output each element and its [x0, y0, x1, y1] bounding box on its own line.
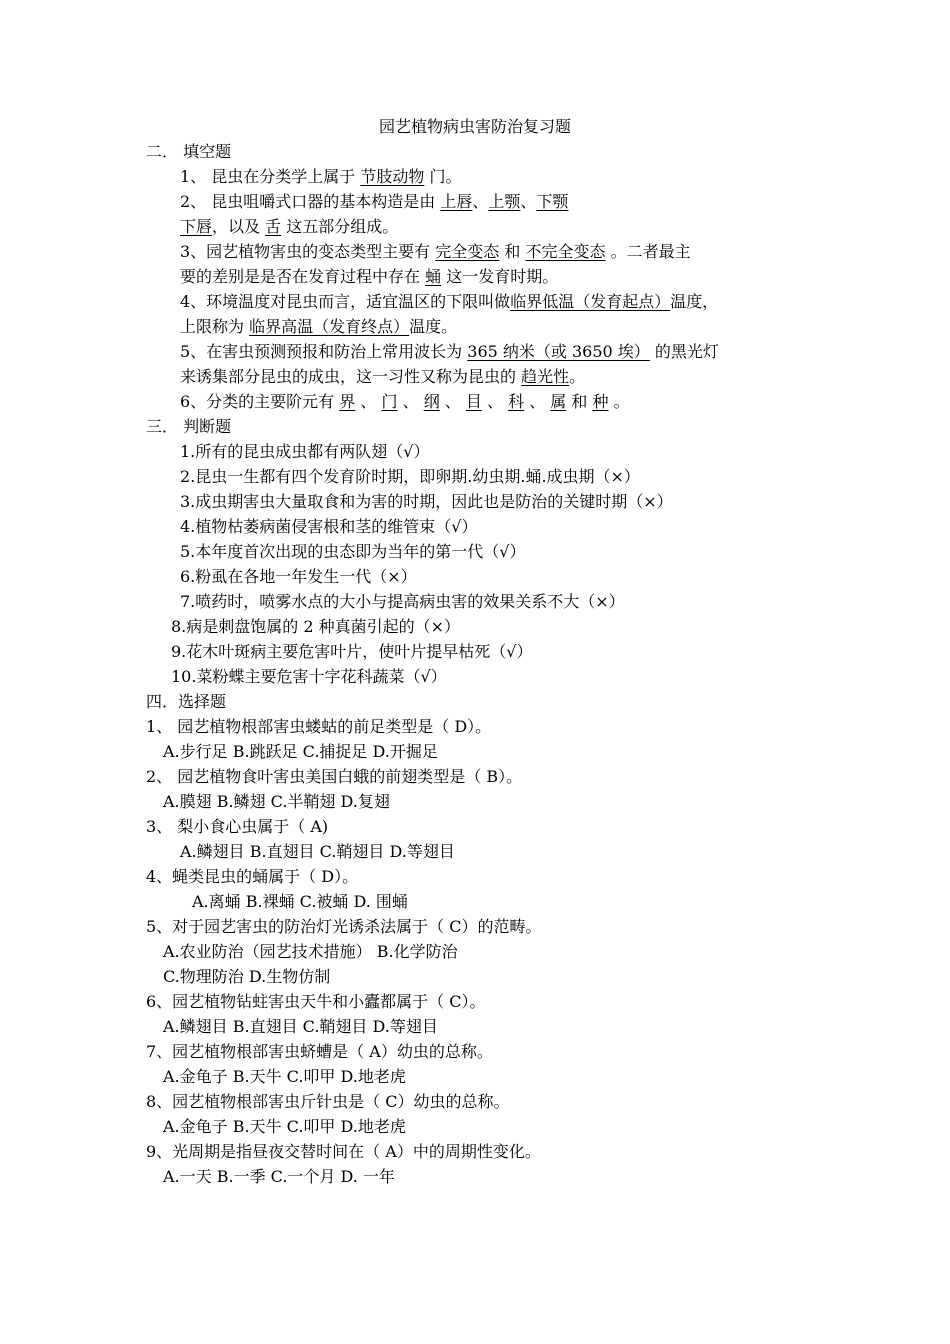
answer-blank: 属 [550, 392, 567, 411]
choice-heading: 四．选择题 [146, 692, 227, 711]
choice-options: C.物理防治 D.生物仿制 [163, 967, 331, 986]
choice-options: A.一天 B.一季 C.一个月 D. 一年 [163, 1167, 395, 1186]
choice-options: A.膜翅 B.鳞翅 C.半鞘翅 D.复翅 [163, 792, 390, 811]
choice-question: 8、园艺植物根部害虫斤针虫是（ C）幼虫的总称。 [146, 1092, 510, 1111]
answer-blank: 门 [381, 392, 398, 411]
answer-blank: 上唇 [440, 192, 473, 211]
choice-question: 6、园艺植物钻蛀害虫天牛和小蠹都属于（ C）。 [146, 992, 486, 1011]
judge-item: 6.粉虱在各地一年发生一代（×） [180, 567, 417, 586]
judge-item: 7.喷药时，喷雾水点的大小与提高病虫害的效果关系不大（×） [180, 592, 625, 611]
answer-blank: 下颚 [536, 192, 569, 211]
answer-blank: 科 [508, 392, 525, 411]
choice-options: A.农业防治（园艺技术措施） B.化学防治 [163, 942, 458, 961]
answer-blank: 趋光性 [521, 367, 570, 386]
page-title: 园艺植物病虫害防治复习题 [378, 117, 571, 136]
answer-blank: 目 [465, 392, 482, 411]
judge-item: 2.昆虫一生都有四个发育阶时期，即卵期.幼虫期.蛹.成虫期（×） [180, 467, 640, 486]
choice-question: 9、光周期是指昼夜交替时间在（ A）中的周期性变化。 [146, 1142, 541, 1161]
choice-options: A.鳞翅目 B.直翅目 C.鞘翅目 D.等翅目 [180, 842, 455, 861]
answer-blank: 下唇 [180, 217, 213, 236]
fill-q4-line1: 4、环境温度对昆虫而言，适宜温区的下限叫做临界低温（发育起点）温度， [180, 292, 719, 311]
answer-blank: 临界低温（发育起点） [510, 292, 671, 311]
judge-item: 10.菜粉蝶主要危害十字花科蔬菜（√） [171, 667, 447, 686]
fill-q2-line1: 2、 昆虫咀嚼式口器的基本构造是由 上唇、上颚、下颚 [180, 192, 569, 211]
choice-question: 4、蝇类昆虫的蛹属于（ D）。 [146, 867, 359, 886]
judge-heading: 三． 判断题 [146, 417, 232, 436]
choice-question: 5、对于园艺害虫的防治灯光诱杀法属于（ C）的范畴。 [146, 917, 542, 936]
choice-question: 1、 园艺植物根部害虫蝼蛄的前足类型是（ D）。 [146, 717, 492, 736]
judge-item: 9.花木叶斑病主要危害叶片，使叶片提早枯死（√） [171, 642, 533, 661]
judge-item: 1.所有的昆虫成虫都有两队翅（√） [180, 442, 430, 461]
choice-question: 3、 梨小食心虫属于（ A) [146, 817, 329, 836]
choice-options: A.鳞翅目 B.直翅目 C.鞘翅目 D.等翅目 [163, 1017, 438, 1036]
answer-blank: 临界高温（发育终点） [249, 317, 410, 336]
fill-q5-line1: 5、在害虫预测预报和防治上常用波长为 365 纳米（或 3650 埃） 的黑光灯 [180, 342, 719, 361]
fill-q2-line2: 下唇，以及 舌 这五部分组成。 [180, 217, 399, 236]
choice-question: 2、 园艺植物食叶害虫美国白蛾的前翅类型是（ B）。 [146, 767, 523, 786]
answer-blank: 完全变态 [435, 242, 500, 261]
fill-q3-line1: 3、园艺植物害虫的变态类型主要有 完全变态 和 不完全变态 。二者最主 [180, 242, 691, 261]
judge-item: 5.本年度首次出现的虫态即为当年的第一代（√） [180, 542, 526, 561]
answer-blank: 种 [592, 392, 609, 411]
choice-options: A.金龟子 B.天牛 C.叩甲 D.地老虎 [163, 1117, 406, 1136]
fill-q6: 6、分类的主要阶元有 界 、 门 、 纲 、 目 、 科 、 属 和 种 。 [180, 392, 630, 411]
fill-q1: 1、 昆虫在分类学上属于 节肢动物 门。 [180, 167, 462, 186]
answer-blank: 上颚 [488, 192, 521, 211]
choice-question: 7、园艺植物根部害虫蛴螬是（ A）幼虫的总称。 [146, 1042, 493, 1061]
judge-item: 3.成虫期害虫大量取食和为害的时期，因此也是防治的关键时期（×） [180, 492, 673, 511]
answer-blank: 舌 [265, 217, 282, 236]
fill-q5-line2: 来诱集部分昆虫的成虫，这一习性又称为昆虫的 趋光性。 [180, 367, 586, 386]
answer-blank: 蛹 [425, 267, 442, 286]
fill-heading: 二． 填空题 [146, 142, 232, 161]
judge-item: 8.病是刺盘饱属的 2 种真菌引起的（×） [171, 617, 461, 636]
judge-item: 4.植物枯萎病菌侵害根和茎的维管束（√） [180, 517, 478, 536]
choice-options: A.金龟子 B.天牛 C.叩甲 D.地老虎 [163, 1067, 406, 1086]
answer-blank: 界 [339, 392, 356, 411]
choice-options: A.步行足 B.跳跃足 C.捕捉足 D.开掘足 [163, 742, 438, 761]
answer-blank: 纲 [423, 392, 440, 411]
choice-options: A.离蛹 B.裸蛹 C.被蛹 D. 围蛹 [192, 892, 408, 911]
fill-q4-line2: 上限称为 临界高温（发育终点）温度。 [180, 317, 458, 336]
fill-q3-line2: 要的差别是是否在发育过程中存在 蛹 这一发育时期。 [180, 267, 559, 286]
answer-blank: 不完全变态 [525, 242, 606, 261]
answer-blank: 365 纳米（或 3650 埃） [467, 342, 650, 361]
answer-blank: 节肢动物 [360, 167, 425, 186]
